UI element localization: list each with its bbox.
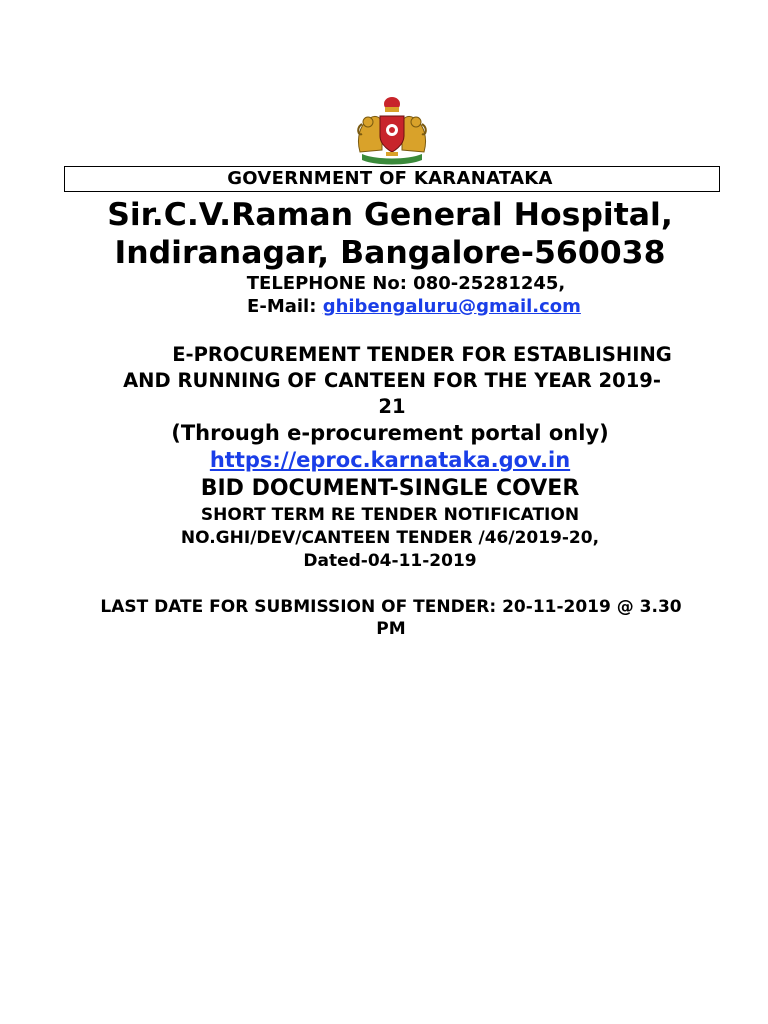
hospital-name xyxy=(0,196,768,272)
government-title: GOVERNMENT OF KARANATAKA xyxy=(227,168,553,189)
karnataka-emblem-icon xyxy=(352,94,432,166)
tender-title-line3: 21 xyxy=(378,395,406,418)
email-line xyxy=(0,296,768,317)
telephone-line: TELEPHONE No: 080-25281245, xyxy=(246,273,566,294)
tender-title xyxy=(52,342,732,420)
hospital-name-line1: Sir.C.V.Raman General Hospital, xyxy=(107,197,673,233)
notification-block xyxy=(0,504,768,573)
portal-note: (Through e-procurement portal only) xyxy=(171,421,609,445)
tender-title-line1: E-PROCUREMENT TENDER FOR ESTABLISHING xyxy=(172,343,672,366)
portal-url-line xyxy=(0,448,768,472)
last-date-block xyxy=(56,596,726,640)
notification-date: Dated-04-11-2019 xyxy=(303,551,477,571)
hospital-address-line: Indiranagar, Bangalore-560038 xyxy=(114,235,666,271)
email-link[interactable]: ghibengaluru@gmail.com xyxy=(322,296,581,317)
bid-document-heading: BID DOCUMENT-SINGLE COVER xyxy=(200,476,580,501)
notification-title: SHORT TERM RE TENDER NOTIFICATION xyxy=(200,505,580,525)
notification-reference: NO.GHI/DEV/CANTEEN TENDER /46/2019-20, xyxy=(180,528,600,548)
email-label: E-Mail: xyxy=(247,296,323,317)
last-date-line1: LAST DATE FOR SUBMISSION OF TENDER: 20-11-2019 @ 3.30 xyxy=(100,597,682,617)
portal-url-link[interactable]: https://eproc.karnataka.gov.in xyxy=(209,448,571,472)
last-date-line2: PM xyxy=(376,619,406,639)
tender-title-line2: AND RUNNING OF CANTEEN FOR THE YEAR 2019- xyxy=(123,369,661,392)
